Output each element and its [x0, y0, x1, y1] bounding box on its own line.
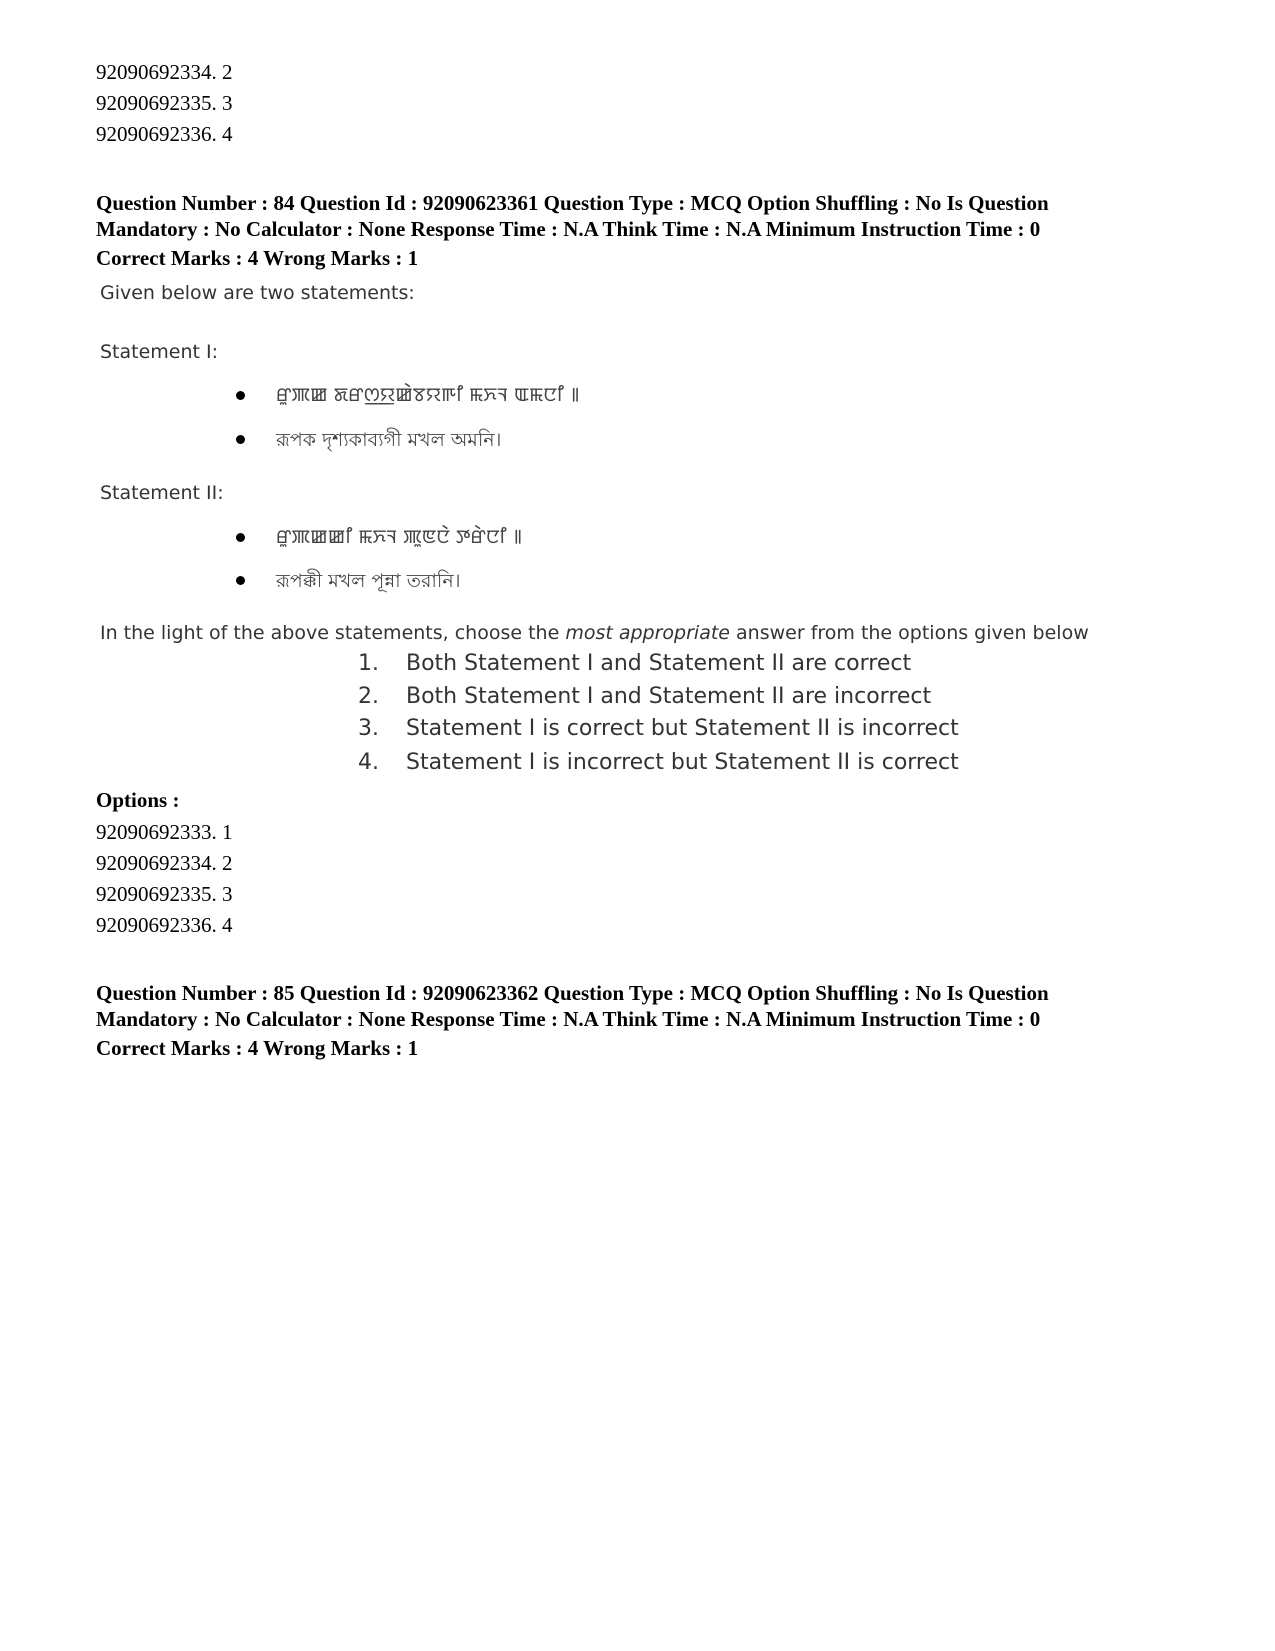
options-label: Options :	[96, 788, 180, 812]
question-header-line: Question Number : 85 Question Id : 92090623362 Question Type : MCQ Option Shuffling : No Is Question	[96, 981, 1049, 1005]
instruction-pre: In the light of the above statements, choose the	[100, 622, 566, 644]
intro-text: Given below are two statements:	[100, 282, 415, 304]
statement-2-bengali: রূপক্কী মখল পূন্না তরানি।	[276, 570, 461, 592]
option-line: 92090692334. 2	[96, 60, 233, 84]
option-line: 92090692336. 4	[96, 913, 233, 937]
statement-1-meitei: ꯔꯨꯄꯀ ꯗꯔꯁ꯭ꯌꯀꯥꯕꯌꯒꯤ ꯃꯈꯜ ꯑꯃꯅꯤ ꯫	[276, 384, 580, 406]
instruction-post: answer from the options given below	[729, 622, 1089, 644]
statement-2-meitei: ꯔꯨꯄꯀꯀꯤ ꯃꯈꯜ ꯄꯨꯟꯅꯥ ꯇꯔꯥꯅꯤ ꯫	[276, 526, 523, 548]
choice-number: 4.	[358, 750, 379, 775]
option-line: 92090692334. 2	[96, 851, 233, 875]
option-line: 92090692335. 3	[96, 882, 233, 906]
bullet	[236, 533, 245, 542]
option-line: 92090692333. 1	[96, 820, 233, 844]
question-84-header	[96, 190, 1186, 242]
choice-number: 2.	[358, 684, 379, 709]
question-header-line: Question Number : 84 Question Id : 92090623361 Question Type : MCQ Option Shuffling : No Is Question	[96, 191, 1049, 215]
bullet	[236, 391, 245, 400]
question-header-line: Mandatory : No Calculator : None Response Time : N.A Think Time : N.A Minimum Instruction Time : 0	[96, 217, 1041, 241]
bullet	[236, 435, 245, 444]
choice-text: Both Statement I and Statement II are correct	[406, 651, 912, 676]
instruction-text	[100, 622, 1089, 644]
question-85-marks: Correct Marks : 4 Wrong Marks : 1	[96, 1036, 419, 1060]
option-line: 92090692336. 4	[96, 122, 233, 146]
bullet	[236, 576, 245, 585]
choice-text: Both Statement I and Statement II are incorrect	[406, 684, 932, 709]
question-84-marks: Correct Marks : 4 Wrong Marks : 1	[96, 246, 419, 270]
choice-text: Statement I is correct but Statement II is incorrect	[406, 716, 959, 741]
choice-number: 1.	[358, 651, 379, 676]
question-header-line: Mandatory : No Calculator : None Response Time : N.A Think Time : N.A Minimum Instruction Time : 0	[96, 1007, 1041, 1031]
question-85-header	[96, 980, 1186, 1032]
statement-2-label: Statement II:	[100, 482, 224, 504]
instruction-emphasis: most appropriate	[565, 622, 730, 644]
option-line: 92090692335. 3	[96, 91, 233, 115]
question-84-body	[96, 282, 1136, 820]
statement-1-bengali: রূপক দৃশ্যকাব্যগী মখল অমনি।	[276, 429, 502, 451]
choice-text: Statement I is incorrect but Statement II is correct	[406, 750, 959, 775]
choice-number: 3.	[358, 716, 379, 741]
statement-1-label: Statement I:	[100, 341, 219, 363]
